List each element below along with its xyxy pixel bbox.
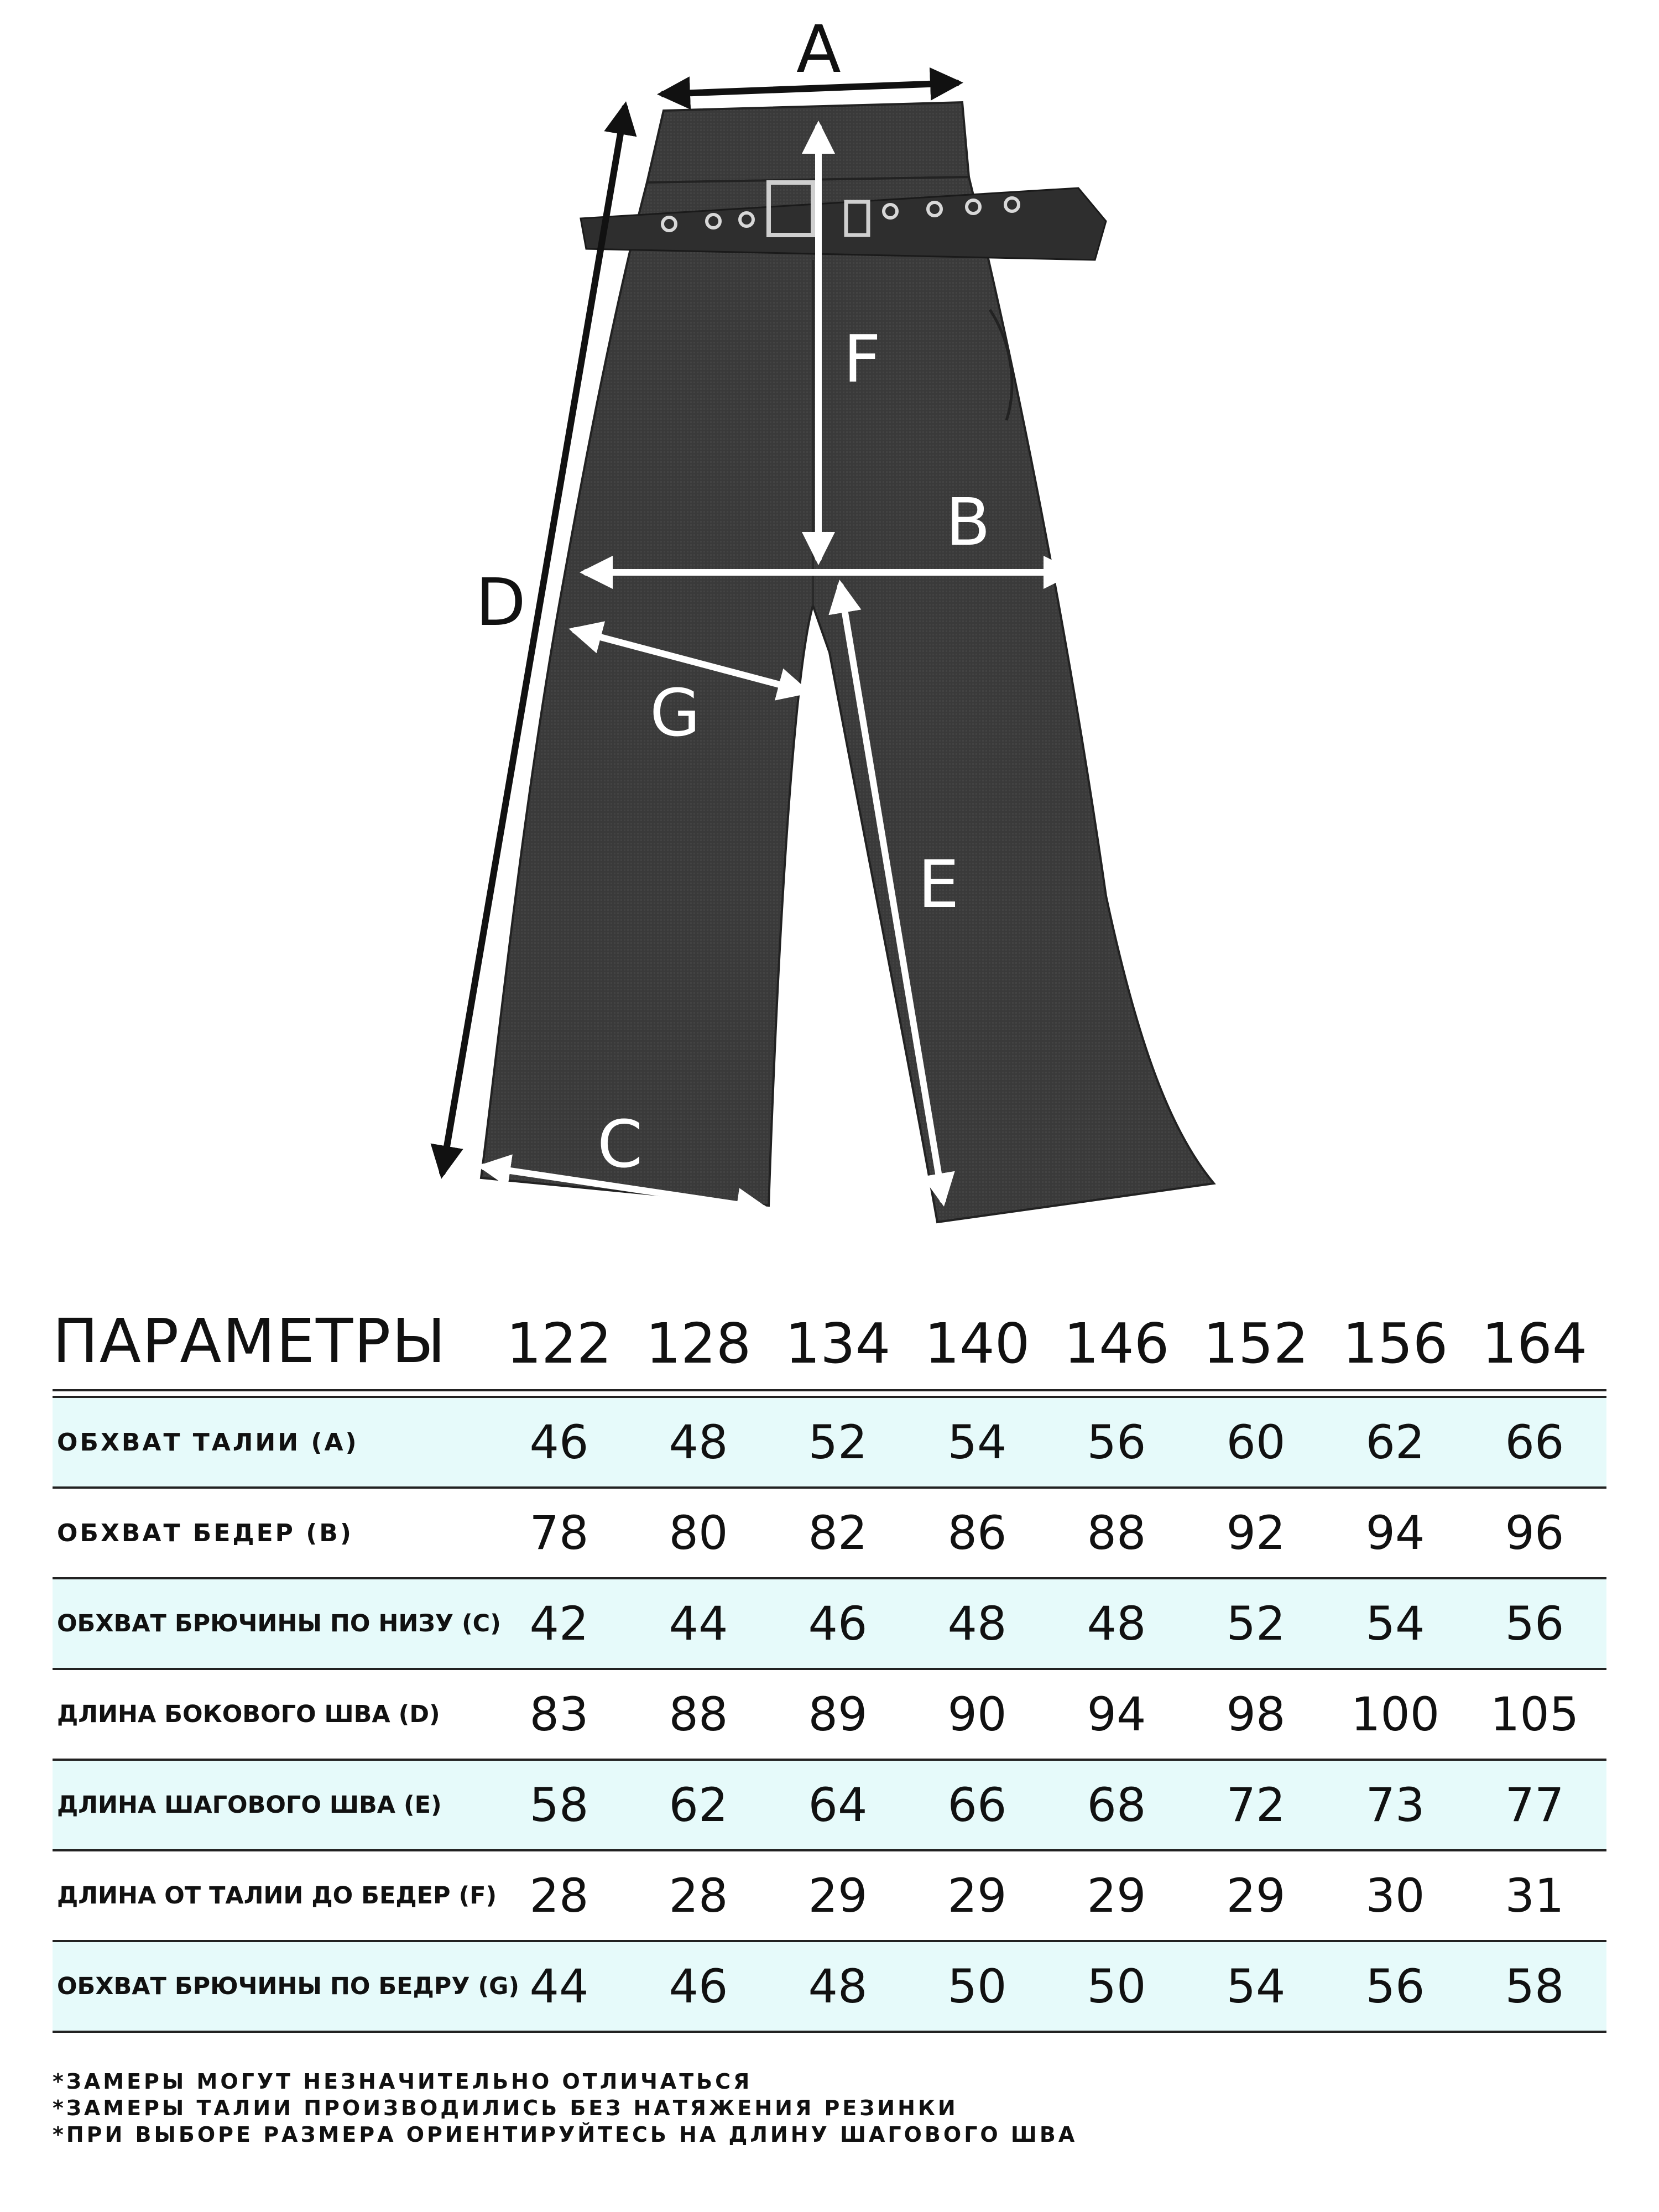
table-cell: 72 [1226, 1778, 1286, 1832]
table-cell: 54 [1226, 1959, 1286, 2013]
table-cell: 29 [1226, 1869, 1286, 1923]
table-cell: 92 [1226, 1506, 1286, 1560]
label-g: G [650, 675, 701, 751]
table-cell: 96 [1505, 1506, 1564, 1560]
row-label: ОБХВАТ БЕДЕР (В) [57, 1519, 353, 1547]
table-cell: 46 [669, 1959, 728, 2013]
table-header-row [53, 1288, 1606, 1376]
table-row [53, 1489, 1606, 1579]
table-cell: 56 [1087, 1415, 1146, 1469]
row-label: ОБХВАТ БРЮЧИНЫ ПО БЕДРУ (G) [57, 1973, 520, 2000]
table-row [53, 1579, 1606, 1670]
table-cell: 44 [669, 1597, 728, 1651]
table-cell: 29 [808, 1869, 868, 1923]
table-cell: 80 [669, 1506, 728, 1560]
row-label: ДЛИНА БОКОВОГО ШВА (D) [57, 1700, 440, 1728]
label-b: B [946, 484, 990, 560]
table-cell: 52 [1226, 1597, 1286, 1651]
waistband [647, 102, 969, 182]
table-cell: 42 [529, 1597, 589, 1651]
table-cell: 50 [1087, 1959, 1146, 2013]
table-cell: 60 [1226, 1415, 1286, 1469]
table-row [53, 1398, 1606, 1489]
table-cell: 94 [1087, 1687, 1146, 1741]
table-cell: 28 [529, 1869, 589, 1923]
table-cell: 48 [947, 1597, 1007, 1651]
table-row [53, 1670, 1606, 1761]
table-cell: 62 [1365, 1415, 1425, 1469]
row-label: ДЛИНА ШАГОВОГО ШВА (Е) [57, 1791, 442, 1819]
table-cell: 62 [669, 1778, 728, 1832]
table-cell: 28 [669, 1869, 728, 1923]
size-header: 128 [645, 1311, 752, 1376]
size-chart-table [53, 1288, 1606, 2033]
table-cell: 64 [808, 1778, 868, 1832]
table-cell: 52 [808, 1415, 868, 1469]
table-cell: 58 [529, 1778, 589, 1832]
table-cell: 56 [1505, 1597, 1564, 1651]
table-cell: 54 [947, 1415, 1007, 1469]
table-cell: 46 [808, 1597, 868, 1651]
footnote: *ПРИ ВЫБОРЕ РАЗМЕРА ОРИЕНТИРУЙТЕСЬ НА ДЛИНУ ШАГОВОГО ШВА [53, 2122, 1078, 2147]
table-cell: 56 [1365, 1959, 1425, 2013]
table-cell: 100 [1350, 1687, 1440, 1741]
footnote: *ЗАМЕРЫ ТАЛИИ ПРОИЗВОДИЛИСЬ БЕЗ НАТЯЖЕНИЯ РЕЗИНКИ [53, 2096, 958, 2120]
size-header: 140 [924, 1311, 1030, 1376]
table-cell: 105 [1490, 1687, 1579, 1741]
table-cell: 66 [1505, 1415, 1564, 1469]
table-cell: 90 [947, 1687, 1007, 1741]
table-cell: 89 [808, 1687, 868, 1741]
table-row [53, 1761, 1606, 1851]
table-cell: 83 [529, 1687, 589, 1741]
table-cell: 94 [1365, 1506, 1425, 1560]
label-e: E [918, 846, 959, 922]
label-a: A [796, 11, 841, 87]
table-cell: 86 [947, 1506, 1007, 1560]
label-f: F [843, 321, 881, 397]
table-cell: 29 [1087, 1869, 1146, 1923]
trousers-illustration [481, 102, 1214, 1222]
table-cell: 50 [947, 1959, 1007, 2013]
size-header: 164 [1481, 1311, 1588, 1376]
label-c: C [597, 1106, 643, 1182]
size-header: 134 [785, 1311, 891, 1376]
table-cell: 78 [529, 1506, 589, 1560]
table-cell: 98 [1226, 1687, 1286, 1741]
table-cell: 88 [1087, 1506, 1146, 1560]
size-header: 156 [1342, 1311, 1448, 1376]
footnote: *ЗАМЕРЫ МОГУТ НЕЗНАЧИТЕЛЬНО ОТЛИЧАТЬСЯ [53, 2069, 753, 2094]
table-cell: 66 [947, 1778, 1007, 1832]
table-row [53, 1851, 1606, 1942]
table-cell: 44 [529, 1959, 589, 2013]
parameters-heading: ПАРАМЕТРЫ [53, 1306, 447, 1376]
table-cell: 54 [1365, 1597, 1425, 1651]
table-cell: 46 [529, 1415, 589, 1469]
table-cell: 82 [808, 1506, 868, 1560]
table-cell: 48 [1087, 1597, 1146, 1651]
table-cell: 29 [947, 1869, 1007, 1923]
table-cell: 30 [1365, 1869, 1425, 1923]
table-cell: 48 [669, 1415, 728, 1469]
table-cell: 68 [1087, 1778, 1146, 1832]
size-header: 146 [1063, 1311, 1170, 1376]
table-cell: 73 [1365, 1778, 1425, 1832]
label-d: D [476, 564, 526, 640]
table-cell: 58 [1505, 1959, 1564, 2013]
row-label: ОБХВАТ БРЮЧИНЫ ПО НИЗУ (С) [57, 1610, 501, 1637]
table-cell: 88 [669, 1687, 728, 1741]
size-header: 122 [506, 1311, 612, 1376]
row-label: ОБХВАТ ТАЛИИ (А) [57, 1428, 359, 1457]
table-row [53, 1942, 1606, 2033]
footnotes [53, 2068, 1601, 2148]
table-cell: 31 [1505, 1869, 1564, 1923]
row-label: ДЛИНА ОТ ТАЛИИ ДО БЕДЕР (F) [57, 1882, 497, 1910]
header-divider [53, 1389, 1606, 1391]
size-header: 152 [1203, 1311, 1309, 1376]
table-cell: 48 [808, 1959, 868, 2013]
table-cell: 77 [1505, 1778, 1564, 1832]
